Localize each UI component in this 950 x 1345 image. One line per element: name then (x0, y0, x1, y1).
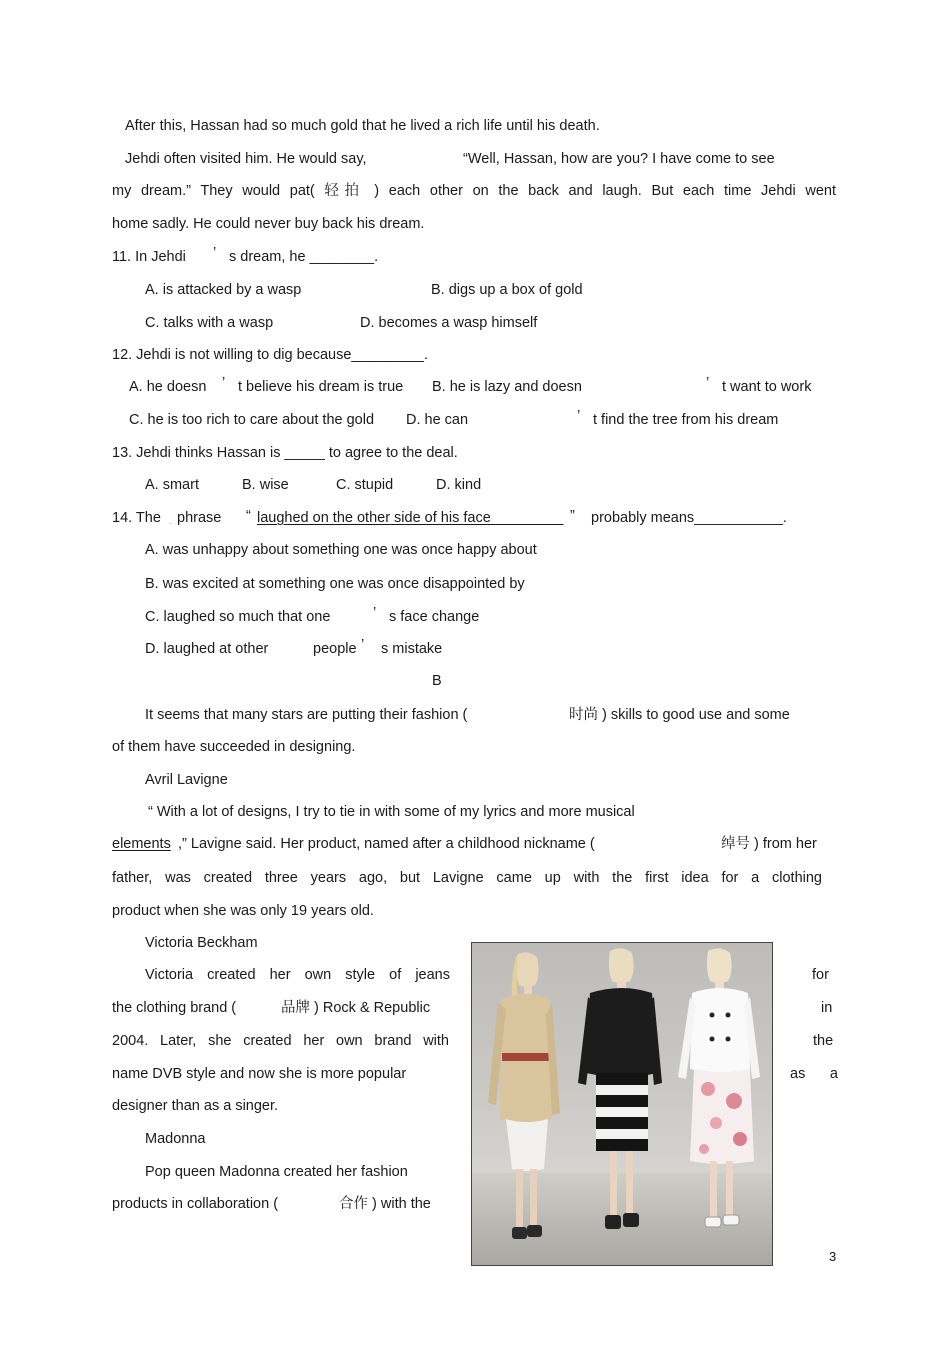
question-14-stem-a: 14. The (112, 510, 161, 526)
striped-skirt (596, 1073, 648, 1151)
question-14-stray-dot: . (169, 516, 172, 526)
passage-b-label: B (432, 673, 442, 689)
question-13-option-b: B. wise (242, 477, 289, 493)
question-12-option-d-2: t find the tree from his dream (593, 412, 779, 428)
victoria-line2-end: in (821, 1000, 833, 1016)
passage-b-intro-a: It seems that many stars are putting their fashion ( (145, 707, 468, 723)
story-paragraph-2-start: Jehdi often visited him. He would say, (125, 151, 367, 167)
question-11-stem-a: 11. In Jehdi (112, 249, 186, 265)
victoria-line3: 2004. Later, she created her own brand with (112, 1033, 449, 1049)
question-14-option-d-apostrophe: ’ (361, 637, 365, 653)
question-14-option-c-1: C. laughed so much that one (145, 609, 331, 625)
question-14-close-quote: ” (570, 508, 575, 524)
question-14-option-d-1: D. laughed at other (145, 641, 269, 657)
avril-line2-end: 绰号 ) from her (721, 836, 817, 852)
question-12-stem: 12. Jehdi is not willing to dig because_________. (112, 347, 429, 363)
page-number: 3 (829, 1249, 837, 1264)
question-12-option-a-2: t believe his dream is true (238, 379, 404, 395)
question-14-option-c-2: s face change (389, 609, 480, 625)
question-11-option-a: A. is attacked by a wasp (145, 282, 302, 298)
story-paragraph-1: After this, Hassan had so much gold that he lived a rich life until his death. (125, 118, 600, 134)
question-14-option-b: B. was excited at something one was once disappointed by (145, 576, 525, 592)
question-11-option-c: C. talks with a wasp (145, 315, 274, 331)
avril-underlined-word: elements (112, 836, 171, 852)
question-14-open-quote: “ (246, 508, 251, 524)
question-11-option-b: B. digs up a box of gold (431, 282, 583, 298)
madonna-line1: Pop queen Madonna created her fashion (145, 1164, 408, 1180)
avril-line3: father, was created three years ago, but Lavigne came up with the first idea for a clothing (112, 870, 822, 886)
question-12-option-b-apostrophe: ’ (706, 375, 710, 391)
madonna-line2-b: 合作 ) with the (339, 1196, 431, 1212)
victoria-line5: designer than as a singer. (112, 1098, 279, 1114)
question-13-option-d: D. kind (436, 477, 482, 493)
question-14-option-a: A. was unhappy about something one was once happy about (145, 542, 537, 558)
victoria-heading: Victoria Beckham (145, 935, 258, 951)
question-12-option-d-apostrophe: ’ (577, 408, 581, 424)
madonna-line2-a: products in collaboration ( (112, 1196, 279, 1212)
question-14-option-d-2: people (313, 641, 357, 657)
runway-models-illustration (472, 943, 772, 1265)
question-12-option-b-2: t want to work (722, 379, 812, 395)
passage-b-intro-c: of them have succeeded in designing. (112, 739, 356, 755)
question-14-option-d-3: s mistake (381, 641, 443, 657)
question-11-option-d: D. becomes a wasp himself (360, 315, 538, 331)
question-13-option-a: A. smart (145, 477, 199, 493)
question-14-option-c-apostrophe: ’ (373, 605, 377, 621)
avril-line4: product when she was only 19 years old. (112, 903, 374, 919)
question-12-option-a-apostrophe: ’ (222, 375, 226, 391)
victoria-line2-a: the clothing brand ( (112, 1000, 237, 1016)
victoria-line4-end: as a (790, 1066, 838, 1082)
victoria-line2-b: 品牌 ) Rock & Republic (281, 1000, 431, 1016)
avril-line2: ,” Lavigne said. Her product, named after a childhood nickname ( (178, 836, 595, 852)
runway-models-photo (471, 942, 773, 1266)
question-13-option-c: C. stupid (336, 477, 394, 493)
question-12-option-c: C. he is too rich to care about the gold (129, 412, 375, 428)
question-11-stem-c: s dream, he ________. (229, 249, 379, 265)
question-12-option-a-1: A. he doesn (129, 379, 207, 395)
question-13-stem: 13. Jehdi thinks Hassan is _____ to agree to the deal. (112, 445, 458, 461)
victoria-line4: name DVB style and now she is more popular (112, 1066, 407, 1082)
victoria-line1: Victoria created her own style of jeans (145, 967, 450, 983)
story-paragraph-2-line3: home sadly. He could never buy back his dream. (112, 216, 425, 232)
story-paragraph-2-line2: my dream.” They would pat( 轻拍 ) each other on the back and laugh. But each time Jehdi went (112, 183, 836, 199)
question-14-phrase: laughed on the other side of his face_________ (257, 510, 564, 526)
avril-heading: Avril Lavigne (145, 772, 228, 788)
victoria-line1-end: for (812, 967, 829, 983)
victoria-line3-end: the (813, 1033, 834, 1049)
question-12-option-b-1: B. he is lazy and doesn (432, 379, 582, 395)
question-12-option-d-1: D. he can (406, 412, 469, 428)
avril-quote-line: “ With a lot of designs, I try to tie in with some of my lyrics and more musical (148, 804, 635, 820)
question-14-stem-b: phrase (177, 510, 222, 526)
story-paragraph-2-quote: “Well, Hassan, how are you? I have come to see (463, 151, 775, 167)
question-14-stem-f: probably means___________. (591, 510, 787, 526)
question-11-apostrophe: ’ (213, 245, 217, 261)
madonna-heading: Madonna (145, 1131, 206, 1147)
passage-b-intro-b: 时尚 ) skills to good use and some (569, 707, 790, 723)
